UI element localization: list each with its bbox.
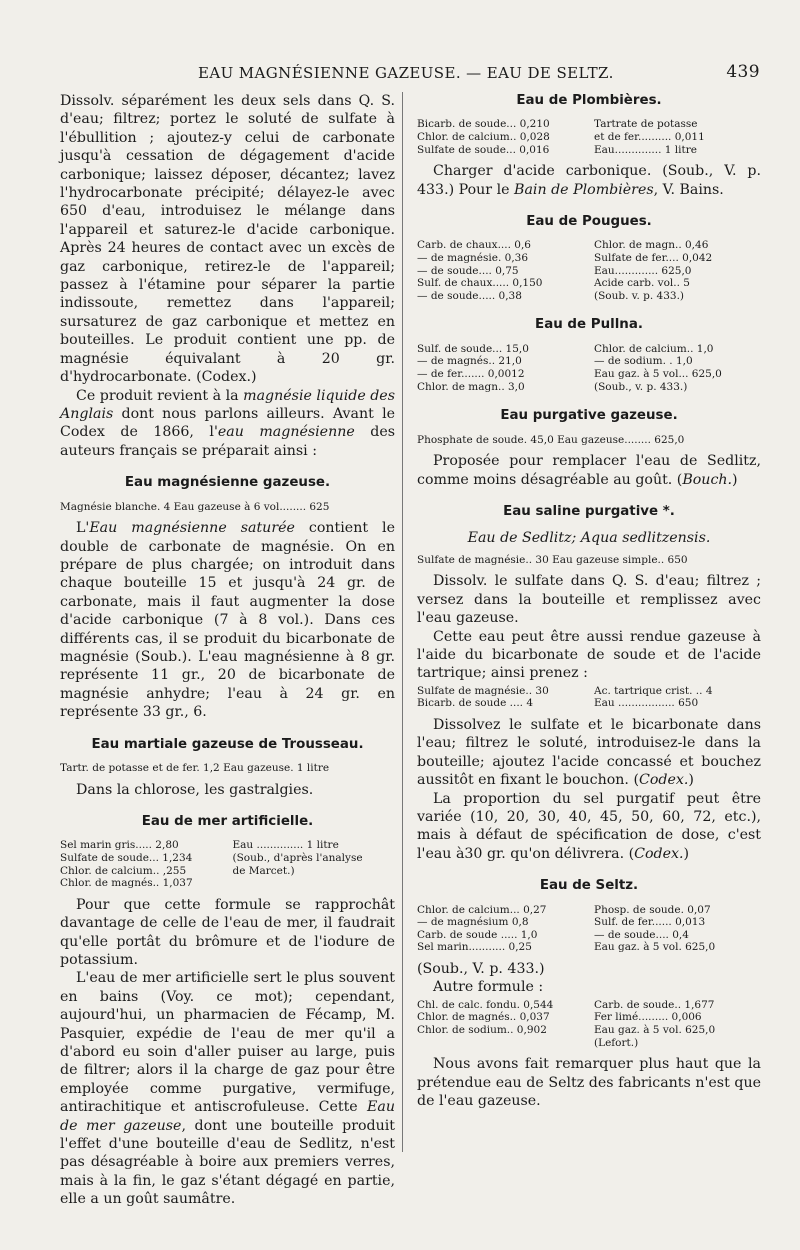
text-span: Charger d'acide carbonique. (Soub., V. p. 433.) Pour le (417, 163, 761, 198)
paragraph: Pour que cette formule se rapprochât davantage de celle de l'eau de mer, il faudrait qu'elle portât du brômure et de l'iodure de potassium. (60, 896, 395, 968)
recipe-line: Sulf. de fer...... 0,013 (594, 916, 706, 929)
text-span: , dont une bouteille produit l'effet d'une bouteille d'eau de Sedlitz, n'est pas désagréable à boire aux premiers verres, mais à la fin, le gaz s'étant dégagé en partie, elle a un goût saumâtre. (60, 1117, 395, 1208)
recipe-line: Sulfate de soude... 0,016 (417, 143, 550, 156)
recipe-line: Chlor. de magnés.. 0,037 (417, 1011, 550, 1024)
text-span: ) (688, 772, 694, 789)
recipe-line: Sulfate de magnésie.. 30 (417, 684, 549, 697)
recipe-line: Phosphate de soude. 45,0 Eau gazeuse........ 625,0 (417, 433, 685, 446)
text-span: dont nous parlons ailleurs. Avant le Codex de 1866, l' (60, 405, 395, 441)
text-span: Dissolvez le sulfate et le bicarbonate dans l'eau; filtrez le soluté, introduisez-le dans la bouteille; ajoutez l'acide concassé et bouchez aussitôt en fixant le bouchon. ( (417, 717, 761, 789)
text-span: La proportion du sel purgatif peut être variée (10, 20, 30, 40, 45, 50, 60, 72, etc.), mais à défaut de spécification de dose, c'est l'eau à30 gr. qu'on délivrera. ( (417, 790, 761, 862)
italic-text: Eau de mer gazeuse (60, 1099, 395, 1134)
recipe-line: Chlor. de magn.. 3,0 (417, 380, 525, 393)
section-subtitle: Eau de Sedlitz; Aqua sedlitzensis. (467, 530, 711, 547)
recipe-line: Magnésie blanche. 4 Eau gazeuse à 6 vol........ 625 (60, 500, 330, 513)
recipe-formula (417, 343, 761, 393)
section-heading: Eau de Pougues. (526, 214, 652, 229)
recipe-formula (417, 999, 761, 1049)
recipe-line: — de magnés.. 21,0 (417, 355, 522, 368)
recipe-line: Chlor. de calcium.. ,255 (60, 864, 187, 877)
text-span: contient le double de carbonate de magnésie. On en prépare de plus chargée; on introduit dans chaque bouteille 15 et jusqu'à 24 gr. de carbonate, mais il faut augmenter la dose d'acide carbonique (7 à 8 vol.). Dans ces différents cas, il se produit du bicarbonate de magnésie (Soub.). L'eau magnésienne à 8 gr. représente 11 gr., 20 de bicarbonate de magnésie anhydre; l'eau à 24 gr. en représente 33 gr., 6. (60, 520, 395, 721)
paragraph (60, 969, 395, 1208)
recipe-line: Eau .............. 1 litre (232, 839, 339, 852)
left-column (60, 92, 395, 1209)
section-heading: Eau de Plombières. (516, 93, 662, 108)
recipe-line: Sulfate de soude... 1,234 (60, 852, 193, 864)
recipe-line: Eau gaz. à 5 vol. 625,0 (594, 1024, 716, 1037)
recipe-line: Eau............. 625,0 (594, 264, 692, 277)
italic-text: Codex. (639, 772, 689, 789)
recipe-line: — de soude.... 0,75 (417, 264, 519, 277)
recipe-line: — de fer....... 0,0012 (417, 367, 525, 380)
recipe-line: de Marcet.) (232, 864, 295, 877)
recipe-formula (417, 685, 761, 710)
recipe-line: Carb. de soude.. 1,677 (594, 998, 715, 1011)
recipe-line: Fer limé......... 0,006 (594, 1011, 702, 1024)
subheading-alt-formula: Autre formule : (433, 979, 544, 996)
recipe-line: Ac. tartrique crist. .. 4 (594, 684, 713, 697)
section-heading: Eau de Pullna. (535, 317, 643, 333)
recipe-line: Eau gaz. à 5 vol... 625,0 (594, 367, 722, 380)
section-heading: Eau purgative gazeuse. (500, 408, 678, 424)
recipe-formula (417, 239, 761, 302)
recipe-line: (Lefort.) (594, 1036, 639, 1049)
paragraph (60, 387, 395, 461)
recipe-line: Eau gaz. à 5 vol. 625,0 (594, 941, 716, 954)
paragraph: Nous avons fait remarquer plus haut que la prétendue eau de Seltz des fabricants n'est que de l'eau gazeuse. (417, 1056, 761, 1110)
recipe-line: (Soub., d'après l'analyse (232, 852, 363, 864)
recipe-line: — de magnésium 0,8 (417, 916, 529, 929)
recipe-line: Sulfate de magnésie.. 30 Eau gazeuse simple.. 650 (417, 553, 688, 566)
text-span: ) (683, 845, 690, 862)
recipe-line: Carb. de chaux.... 0,6 (417, 239, 531, 252)
paragraph: Dissolv. séparément les deux sels dans Q. S. d'eau; filtrez; portez le soluté de sulfate à l'ébullition ; ajoutez-y celui de carbonate jusqu'à cessation de dégagement d'acide carbonique; laissez déposer, décantez; lavez l'hydrocarbonate précipité; délayez-le avec 650 d'eau, introduisez le mélange dans l'appareil et saturez-le d'acide carbonique. Après 24 heures de contact avec un excès de gaz carbonique, retirez-le de l'appareil; passez à l'étamine pour séparer la partie indissoute, remettez dans l'appareil; sursaturez de gaz carbonique et mettez en bouteilles. Le produit contient une pp. de magnésie équivalant à 20 gr. d'hydrocarbonate. (Codex.) (60, 93, 395, 386)
paragraph: Dissolv. le sulfate dans Q. S. d'eau; filtrez ; versez dans la bouteille et remplissez avec l'eau gazeuse. (417, 573, 761, 627)
recipe-formula (60, 501, 395, 514)
recipe-line: Sulf. de chaux..... 0,150 (417, 277, 543, 290)
paragraph (417, 452, 761, 489)
recipe-line: Chlor. de calcium.. 0,028 (417, 131, 550, 143)
recipe-line: Bicarb. de soude .... 4 (417, 697, 534, 710)
italic-text: Codex. (634, 845, 684, 862)
recipe-line: (Soub. v. p. 433.) (594, 289, 685, 302)
section-heading: Eau saline purgative *. (503, 503, 675, 519)
recipe-line: Eau ................. 650 (594, 697, 699, 710)
recipe-line: Chlor. de magn.. 0,46 (594, 239, 709, 252)
recipe-line: — de soude.... 0,4 (594, 928, 689, 941)
recipe-formula (60, 839, 395, 889)
text-span: , V. Bains. (653, 181, 724, 198)
right-column (417, 92, 761, 1110)
recipe-line: Tartrate de potasse (594, 118, 698, 131)
recipe-line: Chlor. de calcium.. 1,0 (594, 342, 714, 355)
recipe-line: Phosp. de soude. 0,07 (594, 903, 711, 916)
paragraph (417, 162, 761, 199)
recipe-formula (417, 434, 761, 447)
paragraph (60, 519, 395, 721)
text-span: Ce produit revient à la (76, 387, 244, 404)
recipe-formula (417, 904, 761, 954)
text-span: L'eau de mer artificielle sert le plus souvent en bains (Voy. ce mot); cependant, aujourd'hui, un pharmacien de Fécamp, M. Pasquier, expédie de l'eau de mer qu'il a d'abord eu soin d'aller puiser au large, puis de filtrer; alors il la charge de gaz pour être employée comme purgative, vermifuge, antirachitique et antiscrofuleuse. Cette (60, 970, 395, 1116)
recipe-formula (417, 554, 761, 567)
paragraph: Dans la chlorose, les gastralgies. (76, 781, 314, 798)
text-span: L' (76, 520, 90, 537)
recipe-line: Chl. de calc. fondu. 0,544 (417, 998, 554, 1011)
recipe-line: Sulf. de soude... 15,0 (417, 342, 529, 355)
recipe-line: Carb. de soude ..... 1,0 (417, 928, 538, 941)
text-span: Proposée pour remplacer l'eau de Sedlitz, comme moins désagréable au goût. ( (417, 453, 761, 488)
running-title: EAU MAGNÉSIENNE GAZEUSE. — EAU DE SELTZ. (198, 64, 614, 82)
paragraph (417, 716, 761, 790)
recipe-line: Sulfate de fer.... 0,042 (594, 252, 713, 264)
recipe-line: Chlor. de sodium.. 0,902 (417, 1024, 547, 1037)
recipe-line: — de soude..... 0,38 (417, 289, 522, 302)
italic-text: magnésie liquide des Anglais (60, 387, 395, 422)
italic-text: Bain de Plombières (514, 181, 654, 198)
recipe-line: Sel marin........... 0,25 (417, 941, 532, 954)
text-span: ) (732, 471, 738, 488)
recipe-line: Chlor. de magnés.. 1,037 (60, 877, 193, 890)
section-heading: Eau de Seltz. (539, 878, 639, 894)
recipe-line: Chlor. de calcium... 0,27 (417, 903, 547, 916)
recipe-line: et de fer.......... 0,011 (594, 131, 705, 143)
recipe-line: Tartr. de potasse et de fer. 1,2 Eau gazeuse. 1 litre (60, 762, 330, 774)
text-span: des auteurs français se préparait ainsi : (60, 424, 395, 459)
recipe-formula (60, 762, 395, 775)
page-number: 439 (726, 62, 760, 82)
recipe-line: (Soub., v. p. 433.) (594, 380, 688, 393)
italic-text: Bouch. (682, 471, 733, 488)
running-header (70, 62, 760, 88)
paragraph: Cette eau peut être aussi rendue gazeuse à l'aide du bicarbonate de soude et de l'acide tartrique; ainsi prenez : (417, 628, 761, 682)
recipe-line (417, 1037, 584, 1050)
column-divider (402, 92, 403, 1152)
reference-line: (Soub., V. p. 433.) (417, 961, 545, 978)
paragraph (417, 790, 761, 864)
recipe-line: Eau.............. 1 litre (594, 143, 697, 156)
section-heading: Eau martiale gazeuse de Trousseau. (91, 736, 364, 752)
recipe-formula (417, 118, 761, 156)
section-heading: Eau magnésienne gazeuse. (124, 475, 331, 491)
recipe-line: — de sodium. . 1,0 (594, 355, 693, 368)
recipe-line: — de magnésie. 0,36 (417, 252, 529, 264)
section-heading: Eau de mer artificielle. (141, 814, 314, 829)
recipe-line: Bicarb. de soude... 0,210 (417, 118, 550, 131)
recipe-line: Sel marin gris..... 2,80 (60, 839, 179, 852)
italic-text: Eau magnésienne saturée (89, 520, 295, 537)
recipe-line: Acide carb. vol.. 5 (594, 277, 690, 290)
italic-text: eau magnésienne (217, 424, 355, 441)
